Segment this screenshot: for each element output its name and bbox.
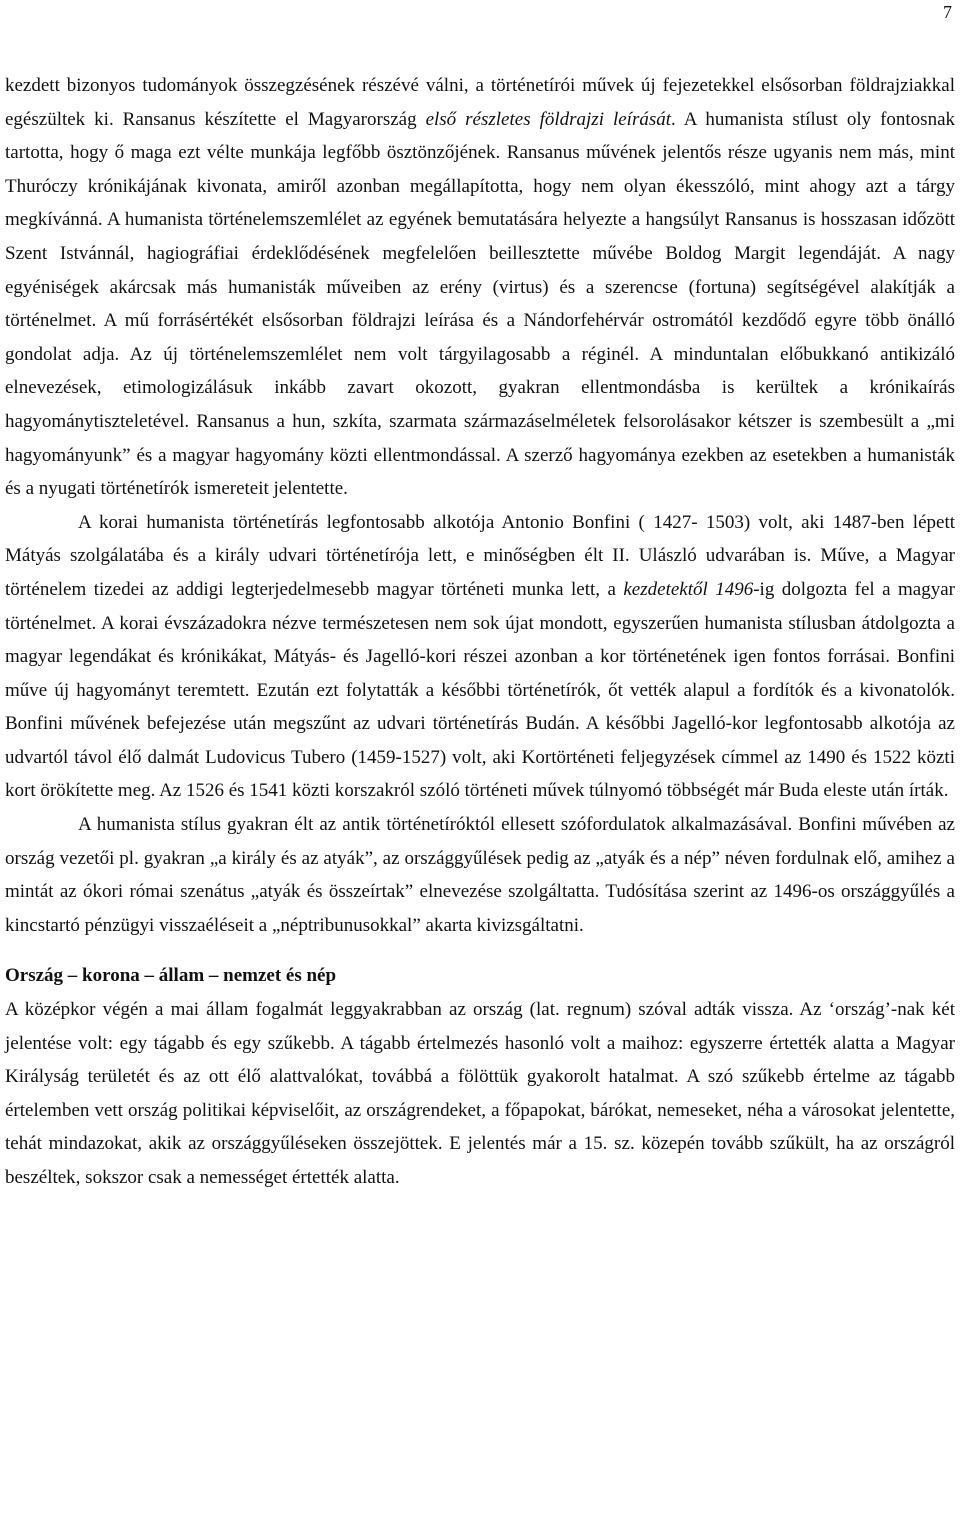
paragraph-ransanus [5, 69, 955, 506]
paragraph-text: -ig dolgozta fel a magyar történelmet. A korai évszázadokra nézve természetesen nem sok újat mondott, egyszerűen humanista stílusban átdolgozta a magyar legendákat és krónikákat, Mátyás- és Jagelló-kori részei azonban a kor történetének igen fontos forrásai. Bonfini műve új hagyományt teremtett. Ezután ezt folytatták a későbbi történetírók, őt vették alapul a fordítók és a kivonatolók. Bonfini művének befejezése után megszűnt az udvari történetírás Budán. A későbbi Jagelló-kor legfontosabb alkotója az udvartól távol élő dalmát Ludovicus Tubero (1459-1527) volt, aki Kortörténeti feljegyzések címmel az 1490 és 1522 közti kort örökítette meg. Az 1526 és 1541 közti korszakról szóló történeti művek túlnyomó többségét már Buda eleste után írták. [5, 578, 955, 802]
paragraph-text: kezdett bizonyos tudományok összegzésének részévé válni, a történetírói művek új fejezetekkel elsősorban földrajziakkal egészültek ki. Ransanus készítette el Magyarország [5, 75, 955, 130]
section-heading: Ország – korona – állam – nemzet és nép [5, 965, 337, 987]
paragraph-humanist-style: A humanista stílus gyakran élt az antik történetíróktól ellesett szófordulatok alkalmazásával. Bonfini művében az ország vezetői pl. gyakran „a király és az atyák”, az országgyűlések pedig az „atyák és a nép” néven fordulnak elő, amihez a mintát az ókori római szenátus „atyák és összeírtak” elnevezése szolgáltatta. Tudósítása szerint az 1496-os országgyűlés a kincstartó pénzügyi visszaéléseit a „néptribunusokkal” akarta kivizsgáltatni. [5, 814, 955, 936]
document-body [5, 69, 955, 1195]
italic-phrase: első részletes földrajzi leírását [425, 108, 672, 130]
italic-phrase: kezdetektől 1496 [623, 578, 754, 600]
page-number: 7 [943, 2, 952, 22]
paragraph-orszag: A középkor végén a mai állam fogalmát leggyakrabban az ország (lat. regnum) szóval adták vissza. Az ‘ország’-nak két jelentése volt: egy tágabb és egy szűkebb. A tágabb értelmezés hasonló volt a maihoz: egyszerre értették alatta a Magyar Királyság területét és az ott élő alattvalókat, továbbá a fölöttük gyakorolt hatalmat. A szó szűkebb értelme az tágabb értelemben vett ország politikai képviselőit, az országrendeket, a főpapokat, bárókat, nemeseket, néha a városokat jelentette, tehát mindazokat, akik az országgyűléseken összejöttek. E jelentés már a 15. sz. közepén tovább szűkült, ha az országról beszéltek, sokszor csak a nemességet értették alatta. [5, 999, 955, 1188]
paragraph-bonfini [5, 506, 955, 808]
paragraph-text: A korai humanista történetírás legfontosabb alkotója Antonio Bonfini ( 1427- 1503) volt, aki 1487-ben lépett Mátyás szolgálatába és a király udvari történetírója lett, e minőségben élt II. Ulászló udvarában is. Műve, a Magyar történelem tizedei az addigi legterjedelmesebb magyar történeti munka lett, a [5, 511, 955, 600]
paragraph-text: . A humanista stílust oly fontosnak tartotta, hogy ő maga ezt vélte munkája legfőbb ösztönzőjének. Ransanus művének jelentős része ugyanis nem más, mint Thuróczy krónikájának kivonata, amiről azonban megállapította, hogy nem olyan ékesszóló, mint ahogy azt a tárgy megkívánná. A humanista történelemszemlélet az egyének bemutatására helyezte a hangsúlyt Ransanus is hosszasan időzött Szent Istvánnál, hagiográfiai érdeklődésének megfelelően beillesztette művébe Boldog Margit legendáját. A nagy egyéniségek akárcsak más humanisták műveiben az erény (virtus) és a szerencse (fortuna) segítségével alakítják a történelmet. A mű forrásértékét elsősorban földrajzi leírása és a Nándorfehérvár ostromától kezdődő egyre több önálló gondolat adja. Az új történelemszemlélet nem volt tárgyilagosabb a réginél. A minduntalan előbukkanó antikizáló elnevezések, etimologizálásuk inkább zavart okozott, gyakran ellentmondásba is kerültek a krónikaírás hagyománytiszteletével. Ransanus a hun, szkíta, szarmata származáselméletek felsorolásakor kétszer is szembesült a „mi hagyományunk” és a magyar hagyomány közti ellentmondással. A szerző hagyománya ezekben az esetekben a humanisták és a nyugati történetírók ismereteit jelentette. [5, 108, 956, 500]
